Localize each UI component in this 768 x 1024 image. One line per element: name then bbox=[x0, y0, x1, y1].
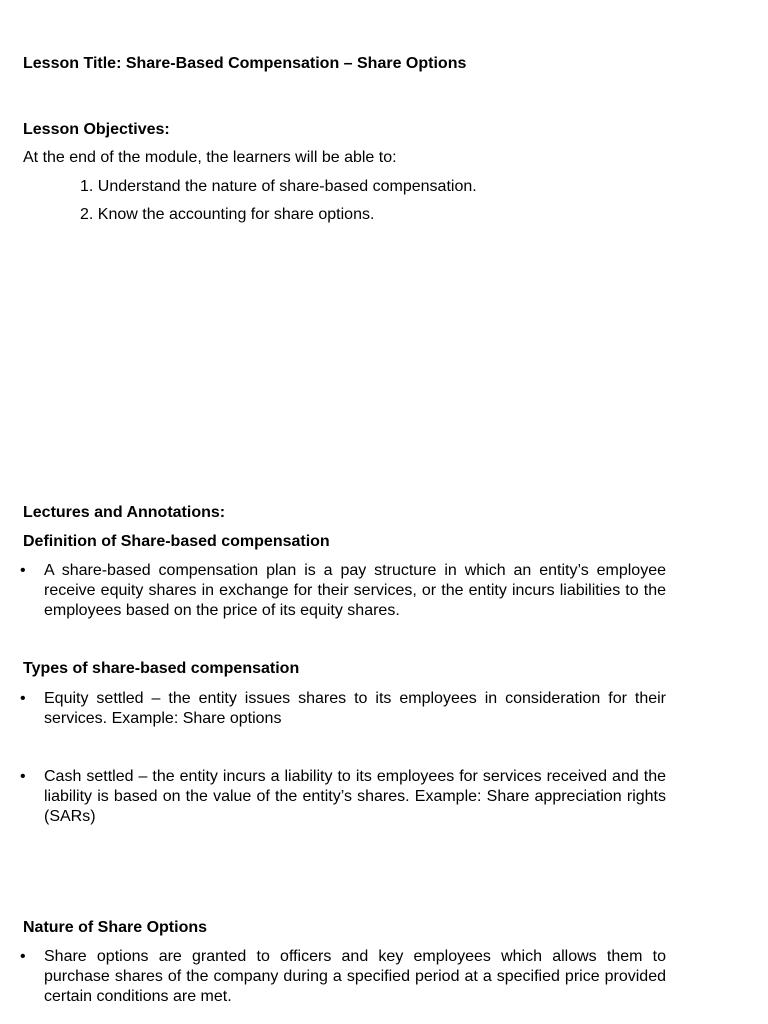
bullet-text: Share options are granted to officers and key employees which allows them to purchase shares of the company during a specified period at a specified price provided certain conditions are met. bbox=[44, 948, 666, 1005]
bullet-icon: • bbox=[20, 562, 26, 579]
bullet-text: A share-based compensation plan is a pay structure in which an entity’s employee receive equity shares in exchange for their services, or the entity incurs liabilities to the employees based on the price of its equity shares. bbox=[44, 562, 666, 619]
types-bullet-equity bbox=[20, 689, 666, 729]
definition-heading: Definition of Share-based compensation bbox=[23, 533, 330, 550]
objectives-intro: At the end of the module, the learners will be able to: bbox=[23, 149, 397, 166]
definition-bullet bbox=[20, 561, 666, 621]
lesson-title: Lesson Title: Share-Based Compensation – Share Options bbox=[23, 55, 467, 72]
lectures-heading: Lectures and Annotations: bbox=[23, 504, 226, 521]
bullet-text: Equity settled – the entity issues shares to its employees in consideration for their services. Example: Share options bbox=[44, 690, 666, 727]
objectives-heading: Lesson Objectives: bbox=[23, 121, 170, 138]
bullet-icon: • bbox=[20, 948, 26, 965]
nature-heading: Nature of Share Options bbox=[23, 919, 208, 936]
bullet-text: Cash settled – the entity incurs a liability to its employees for services received and the liability is based on the value of the entity’s shares. Example: Share appreciation rights (SARs) bbox=[44, 768, 666, 825]
bullet-icon: • bbox=[20, 768, 26, 785]
types-bullet-cash bbox=[20, 767, 666, 827]
nature-bullet bbox=[20, 947, 666, 1007]
objective-item: 2. Know the accounting for share options. bbox=[80, 206, 375, 223]
objective-item: 1. Understand the nature of share-based compensation. bbox=[80, 178, 477, 195]
bullet-icon: • bbox=[20, 690, 26, 707]
types-heading: Types of share-based compensation bbox=[23, 660, 300, 677]
